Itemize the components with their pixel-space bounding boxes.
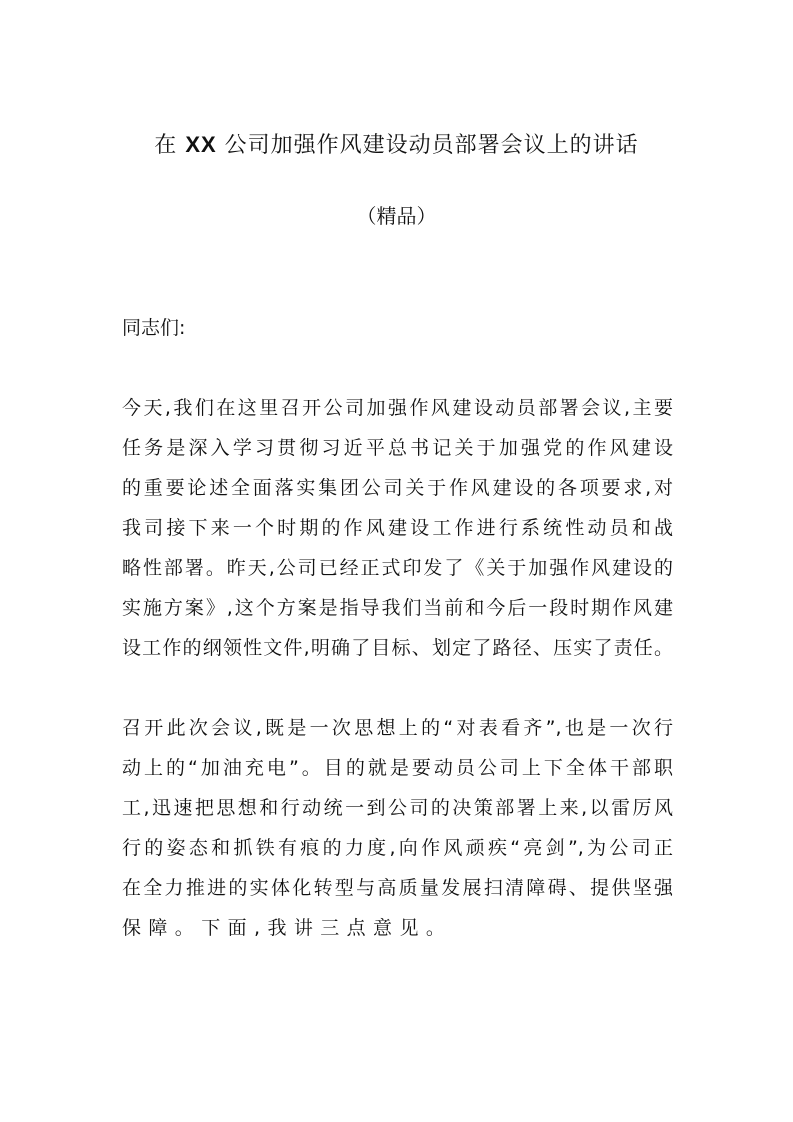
text-line: 任务是深入学习贯彻习近平总书记关于加强党的作风建设 xyxy=(122,437,673,459)
title-suffix: 公司加强作风建设动员部署会议上的讲话 xyxy=(224,133,639,158)
text-line: 今天,我们在这里召开公司加强作风建设动员部署会议,主要 xyxy=(122,397,673,419)
text-line: 行的姿态和抓铁有痕的力度,向作风顽疾“亮剑”,为公司正 xyxy=(122,837,673,859)
text-line: 在全力推进的实体化转型与高质量发展扫清障碍、提供坚强 xyxy=(122,877,673,899)
text-line: 略性部署。昨天,公司已经正式印发了《关于加强作风建设的 xyxy=(122,557,673,579)
document-subtitle: （精品） xyxy=(356,204,437,228)
text-line: 实施方案》,这个方案是指导我们当前和今后一段时期作风建 xyxy=(122,597,673,619)
text-line: 我司接下来一个时期的作风建设工作进行系统性动员和战 xyxy=(122,517,673,539)
title-company-placeholder: XX xyxy=(185,132,217,157)
document-title xyxy=(0,130,793,161)
text-line: 工,迅速把思想和行动统一到公司的决策部署上来,以雷厉风 xyxy=(122,797,673,819)
title-prefix: 在 xyxy=(154,133,178,158)
text-line: 的重要论述全面落实集团公司关于作风建设的各项要求,对 xyxy=(122,477,673,499)
paragraph-2 xyxy=(122,708,673,948)
greeting: 同志们: xyxy=(122,317,186,339)
text-line: 保障。下面,我讲三点意见。 xyxy=(122,917,453,939)
paragraph-1 xyxy=(122,388,673,668)
text-line: 设工作的纲领性文件,明确了目标、划定了路径、压实了责任。 xyxy=(122,637,673,659)
text-line: 召开此次会议,既是一次思想上的“对表看齐”,也是一次行 xyxy=(122,717,673,739)
text-line: 动上的“加油充电”。目的就是要动员公司上下全体干部职 xyxy=(122,757,673,779)
